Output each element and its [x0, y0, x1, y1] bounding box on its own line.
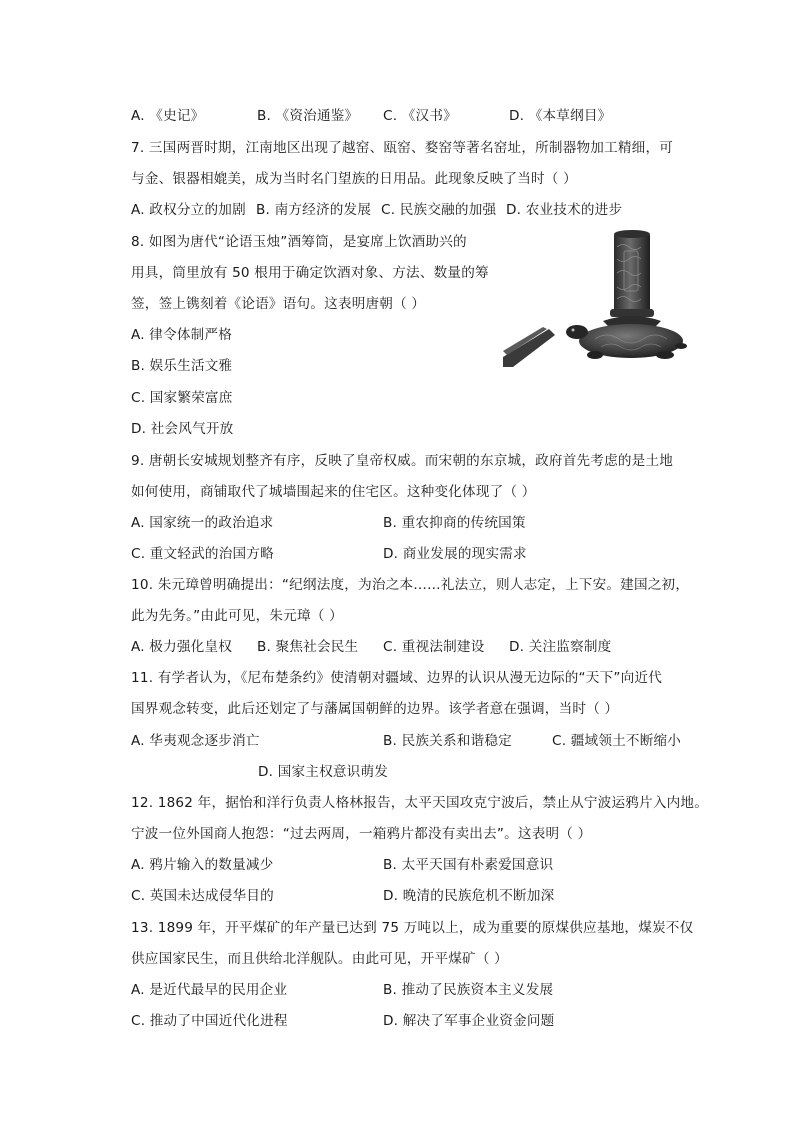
q12-option-b[interactable]: B. 太平天国有朴素爱国意识 — [383, 857, 554, 873]
q13-option-c[interactable]: C. 推动了中国近代化进程 — [131, 1013, 288, 1029]
q8-option-c[interactable]: C. 国家繁荣富庶 — [131, 390, 233, 406]
q6-option-b[interactable]: B. 《资治通鉴》 — [257, 108, 359, 124]
q10-option-b[interactable]: B. 聚焦社会民生 — [257, 639, 359, 655]
q8-option-a[interactable]: A. 律令体制严格 — [131, 327, 233, 343]
q10-option-a[interactable]: A. 极力强化皇权 — [131, 639, 233, 655]
q13-option-d[interactable]: D. 解决了军事企业资金问题 — [383, 1013, 555, 1029]
q13-stem-line-2: 供应国家民生，而且供给北洋舰队。由此可见，开平煤矿（ ） — [131, 951, 508, 967]
q11-stem-line-1: 11. 有学者认为，《尼布楚条约》使清朝对疆域、边界的认识从漫无边际的“天下”向近代 — [131, 670, 662, 686]
q12-option-d[interactable]: D. 晚清的民族危机不断加深 — [383, 888, 555, 904]
q12-stem-line-2: 宁波一位外国商人抱怨：“过去两周，一箱鸦片都没有卖出去”。这表明（ ） — [131, 826, 592, 842]
q11-option-a[interactable]: A. 华夷观念逐步消亡 — [131, 733, 260, 749]
q13-option-b[interactable]: B. 推动了民族资本主义发展 — [383, 982, 554, 998]
q9-option-a[interactable]: A. 国家统一的政治追求 — [131, 515, 274, 531]
q7-stem-line-1: 7. 三国两晋时期，江南地区出现了越窑、瓯窑、婺窑等著名窑址，所制器物加工精细，可 — [131, 140, 674, 156]
q7-stem-line-2: 与金、银器相媲美，成为当时名门望族的日用品。此现象反映了当时（ ） — [131, 171, 577, 187]
q12-stem-line-1: 12. 1862 年，据怡和洋行负责人格林报告，太平天国攻克宁波后，禁止从宁波运鸦片入内地。 — [131, 795, 709, 811]
q11-option-b[interactable]: B. 民族关系和谐稳定 — [383, 733, 512, 749]
q9-option-d[interactable]: D. 商业发展的现实需求 — [383, 546, 527, 562]
q9-stem-line-2: 如何使用，商铺取代了城墙围起来的住宅区。这种变化体现了（ ） — [131, 484, 536, 500]
q13-stem-line-1: 13. 1899 年，开平煤矿的年产量已达到 75 万吨以上，成为重要的原煤供应基地，煤炭不仅 — [131, 920, 694, 936]
q10-stem-line-2: 此为先务。”由此可见，朱元璋（ ） — [131, 608, 343, 624]
q6-option-c[interactable]: C. 《汉书》 — [383, 108, 457, 124]
wine-token-container-photo — [503, 229, 695, 371]
q7-option-d[interactable]: D. 农业技术的进步 — [506, 202, 623, 218]
q10-stem-line-1: 10. 朱元璋曾明确提出：“纪纲法度，为治之本……礼法立，则人志定，上下安。建国之初， — [131, 577, 690, 593]
q13-option-a[interactable]: A. 是近代最早的民用企业 — [131, 982, 288, 998]
q11-option-c[interactable]: C. 疆域领土不断缩小 — [552, 733, 682, 749]
q8-stem-line-3: 签，签上镌刻着《论语》语句。这表明唐朝（ ） — [131, 296, 426, 312]
q8-option-d[interactable]: D. 社会风气开放 — [131, 421, 234, 437]
q10-option-c[interactable]: C. 重视法制建设 — [383, 639, 485, 655]
q7-option-b[interactable]: B. 南方经济的发展 — [256, 202, 372, 218]
q6-option-d[interactable]: D. 《本草纲目》 — [509, 108, 612, 124]
q9-option-b[interactable]: B. 重农抑商的传统国策 — [383, 515, 526, 531]
q6-option-a[interactable]: A. 《史记》 — [131, 108, 205, 124]
q12-option-a[interactable]: A. 鸦片输入的数量减少 — [131, 857, 274, 873]
q8-stem-line-2: 用具，筒里放有 50 根用于确定饮酒对象、方法、数量的筹 — [131, 265, 489, 281]
q8-option-b[interactable]: B. 娱乐生活文雅 — [131, 358, 233, 374]
q7-option-c[interactable]: C. 民族交融的加强 — [381, 202, 497, 218]
q7-option-a[interactable]: A. 政权分立的加剧 — [131, 202, 246, 218]
q12-option-c[interactable]: C. 英国未达成侵华目的 — [131, 888, 274, 904]
q10-option-d[interactable]: D. 关注监察制度 — [509, 639, 612, 655]
q11-option-d[interactable]: D. 国家主权意识萌发 — [258, 764, 389, 780]
q9-stem-line-1: 9. 唐朝长安城规划整齐有序，反映了皇帝权威。而宋朝的东京城，政府首先考虑的是土地 — [131, 453, 674, 469]
q8-stem-line-1: 8. 如图为唐代“论语玉烛”酒筹筒，是宴席上饮酒助兴的 — [131, 234, 467, 250]
q11-stem-line-2: 国界观念转变，此后还划定了与藩属国朝鲜的边界。该学者意在强调，当时（ ） — [131, 701, 619, 717]
q9-option-c[interactable]: C. 重文轻武的治国方略 — [131, 546, 274, 562]
